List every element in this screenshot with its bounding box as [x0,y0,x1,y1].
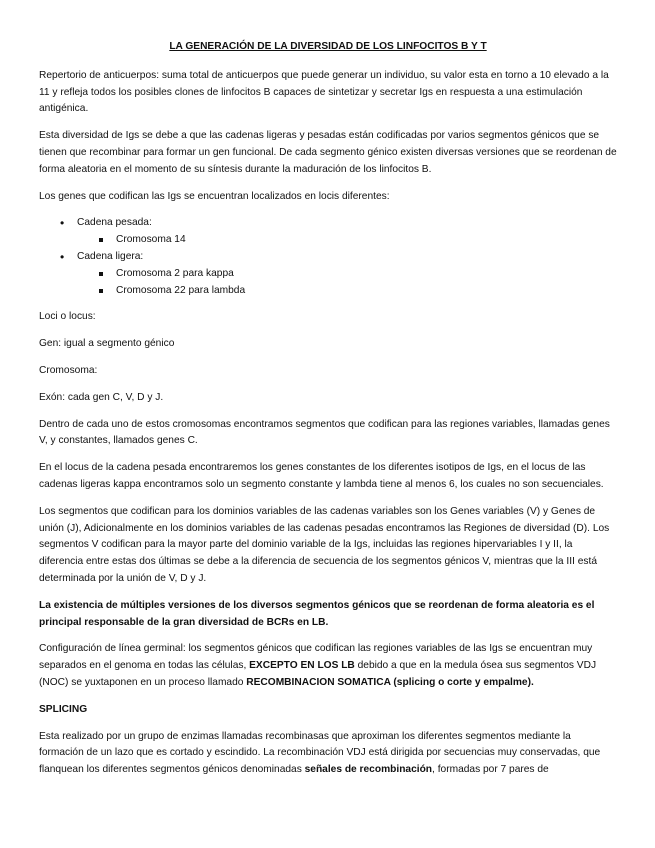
paragraph-bcr-diversity: La existencia de múltiples versiones de los diversos segmentos génicos que se reordenan de forma aleatoria es el principal responsable de la gran diversidad de BCRs en LB. [39,599,595,628]
germline-text-a: Configuración de línea germinal: los segmentos génicos que codifican las regiones variables de las Igs se encuentran muy separados en el genoma en todas las células, [39,643,593,672]
splicing-text-signals: señales de recombinación [304,764,433,776]
paragraph-diversity: Esta diversidad de Igs se debe a que las cadenas ligeras y pesadas están codificadas por varios segmentos génicos que se tienen que recombinar para formar un gen funcional. De cada segmento génico existen diversas versiones que se reordenan de forma aleatoria en el momento de su síntesis durante la maduración de los linfocitos B. [39,130,617,175]
paragraph-heavy-locus: En el locus de la cadena pesada encontraremos los genes constantes de los diferentes isotipos de Igs, en el locus de las cadenas ligeras kappa encontramos solo un segmento constante y lambda tiene al menos 6, los cuales no son secuenciales. [39,462,604,490]
paragraph-genes-loci: Los genes que codifican las Igs se encuentran localizados en locis diferentes: [39,190,390,202]
list-item-chromosome-14: Cromosoma 14 [39,232,617,249]
light-chain-sublist [77,266,617,300]
list-item-heavy-chain [39,215,617,249]
paragraph-variable-segments: Los segmentos que codifican para los dominios variables de las cadenas variables son los Genes variables (V) y Genes de unión (J), Adicionalmente en los dominios variables de las cadenas pesadas encontramos las Regiones de diversidad (D). Los segmentos V codifican para la mayor parte del dominio variable de la Igs, incluidas las regiones hipervariables I y II, la diferencia entre estas dos últimas se debe a la diferencia de secuencia de los segmentos génicos V, mientras que la III está determinada por la unión de V, D y J. [39,505,610,584]
germline-text-recombination: RECOMBINACION SOMATICA (splicing o corte y empalme). [246,676,534,688]
paragraph-antibody-repertoire: Repertorio de anticuerpos: suma total de anticuerpos que puede generar un individuo, su valor esta en torno a 10 elevado a la 11 y refleja todos los posibles clones de linfocitos B capaces de sintetizar y secretar Igs en respuesta a una estimulación antigénica. [39,69,609,115]
document-title: LA GENERACIÓN DE LA DIVERSIDAD DE LOS LINFOCITOS B Y T [169,41,487,52]
light-chain-label: Cadena ligera: [77,250,144,262]
section-heading-splicing: SPLICING [39,703,88,715]
paragraph-exon: Exón: cada gen C, V, D y J. [39,391,164,403]
paragraph-splicing [39,729,617,779]
list-item-chromosome-2: Cromosoma 2 para kappa [39,266,617,283]
germline-text-except: EXCEPTO EN LOS LB [249,660,355,672]
splicing-text-c: , formadas por 7 pares de [432,764,549,776]
paragraph-variable-constant: Dentro de cada uno de estos cromosomas encontramos segmentos que codifican para las regiones variables, llamadas genes V, y constantes, llamados genes C. [39,418,610,447]
list-item-chromosome-22: Cromosoma 22 para lambda [39,283,617,300]
chromosome-list [39,215,617,299]
paragraph-gen: Gen: igual a segmento génico [39,338,175,350]
splicing-text-a: Esta realizado por un grupo de enzimas llamadas recombinasas que aproximan los diferentes segmentos mediante la formación de un lazo que es cortado y escindido. La recombinación VDJ está dirigida por secuencias muy conservadas, que flanquean los diferentes segmentos génicos denominadas [39,730,601,776]
heavy-chain-sublist [77,232,617,249]
list-item-light-chain [39,249,617,299]
paragraph-cromosoma: Cromosoma: [39,364,98,376]
heavy-chain-label: Cadena pesada: [77,217,152,229]
paragraph-loci: Loci o locus: [39,311,96,323]
paragraph-germline-configuration [39,641,617,691]
germline-text-c: debido a que en la medula ósea sus segmentos VDJ (NOC) se yuxtaponen en un proceso llamado [39,660,597,688]
